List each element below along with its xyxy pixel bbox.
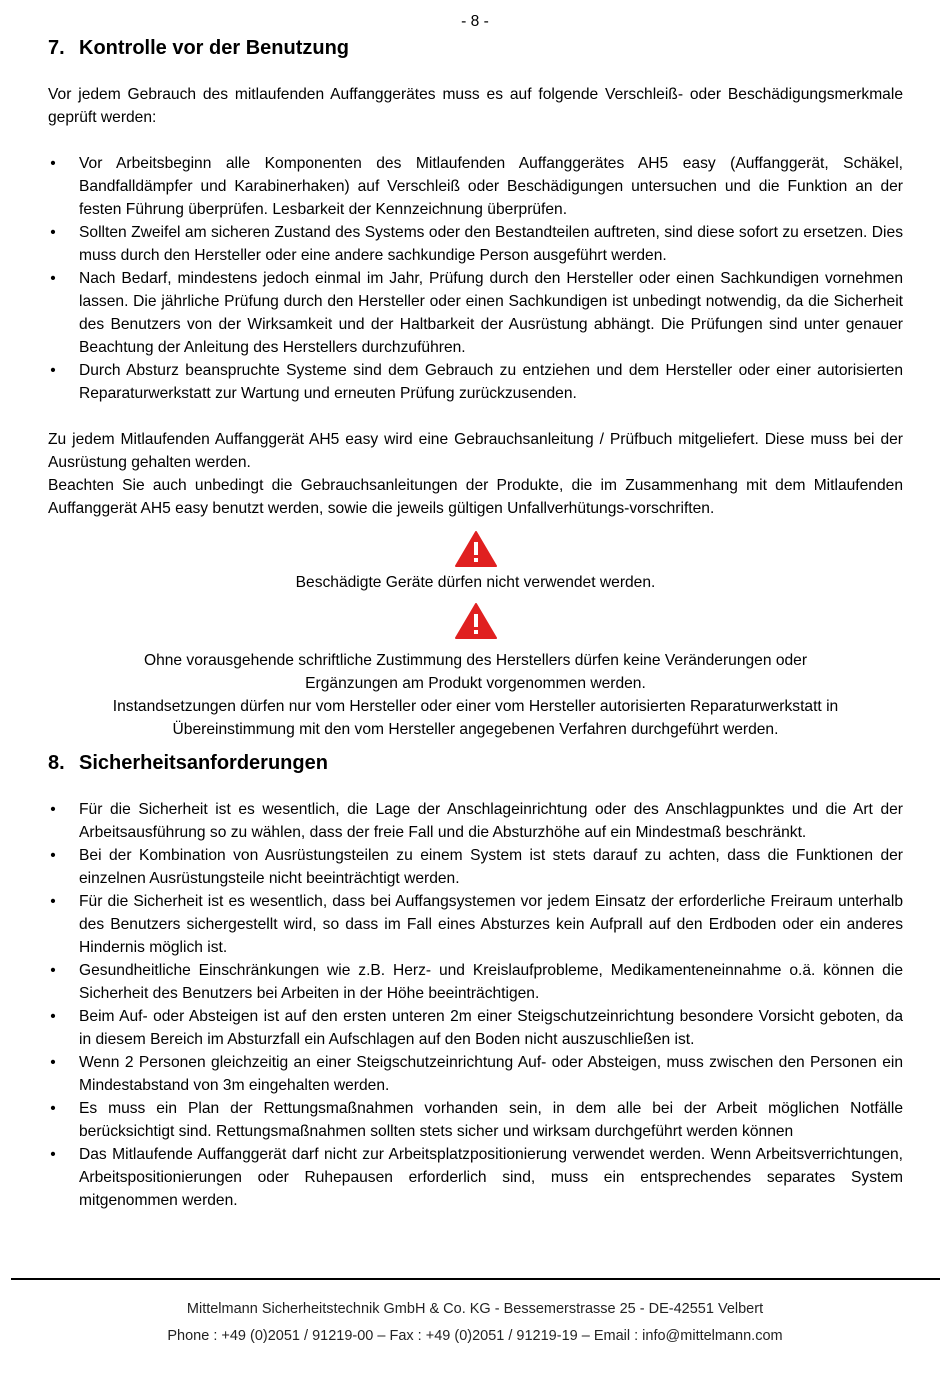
list-item-text: Für die Sicherheit ist es wesentlich, die Lage der Anschlageinrichtung oder des Anschlagpunktes und die Art der Arbeitsausführung so zu wählen, dass der freie Fall und die Absturzhöhe auf ein Mindestmaß beschränkt. — [79, 801, 903, 841]
list-item — [48, 267, 903, 359]
section-8-number: 8. — [48, 752, 65, 774]
list-item — [48, 1005, 903, 1051]
list-item — [48, 844, 903, 890]
footer-company: Mittelmann Sicherheitstechnik GmbH & Co. KG - Bessemerstrasse 25 - DE-42551 Velbert — [186, 1301, 764, 1317]
bullet-icon: • — [50, 893, 56, 910]
list-item-text: Sollten Zweifel am sicheren Zustand des Systems oder den Bestandteilen auftreten, sind diese sofort zu ersetzen. Dies muss durch den Hersteller oder eine andere sachkundige Person ausgeführt werden. — [79, 224, 903, 264]
section-7-heading — [48, 35, 903, 61]
bullet-icon: • — [50, 962, 56, 979]
bullet-icon: • — [50, 224, 56, 241]
list-item — [48, 359, 903, 405]
warning-triangle-icon — [48, 602, 903, 640]
section-8-heading — [48, 750, 903, 776]
section-7 — [48, 35, 903, 741]
bullet-icon: • — [50, 1008, 56, 1025]
manual-included-paragraph: Zu jedem Mitlaufenden Auffanggerät AH5 easy wird eine Gebrauchsanleitung / Prüfbuch mitgeliefert. Diese muss bei der Ausrüstung gehalten werden. — [48, 431, 903, 471]
bullet-icon: • — [50, 1100, 56, 1117]
bullet-icon: • — [50, 270, 56, 287]
list-item — [48, 221, 903, 267]
list-item-text: Nach Bedarf, mindestens jedoch einmal im Jahr, Prüfung durch den Hersteller oder einen Sachkundigen vornehmen lassen. Die jährliche Prüfung durch den Hersteller oder einen Sachkundigen ist unbedingt notwendig, da die Sicherheit des Benutzers von der Wirksamkeit und der Haltbarkeit der Ausrüstung abhängt. Die Prüfungen sind unter genauer Beachtung der Anleitung des Herstellers durchzuführen. — [79, 270, 903, 356]
page-number: - 8 - — [461, 13, 489, 30]
bullet-icon: • — [50, 362, 56, 379]
bullet-icon: • — [50, 155, 56, 172]
list-item — [48, 152, 903, 221]
list-item — [48, 798, 903, 844]
list-item-text: Gesundheitliche Einschränkungen wie z.B. Herz- und Kreislaufprobleme, Medikamenteneinnahme o.ä. können die Sicherheit des Benutzers bei Arbeiten in der Höhe beeinträchtigen. — [79, 962, 903, 1002]
bullet-icon: • — [50, 801, 56, 818]
list-item — [48, 890, 903, 959]
bullet-icon: • — [50, 1146, 56, 1163]
list-item-text: Vor Arbeitsbeginn alle Komponenten des Mitlaufenden Auffanggerätes AH5 easy (Auffanggerät, Schäkel, Bandfalldämpfer und Karabinerhaken) auf Verschleiß oder Beschädigungen untersuchen und die Funktion an der festen Führung überprüfen. Lesbarkeit der Kennzeichnung überprüfen. — [79, 155, 903, 218]
warning-triangle-icon — [48, 530, 903, 568]
section-7-intro: Vor jedem Gebrauch des mitlaufenden Auffanggerätes muss es auf folgende Verschleiß- oder Beschädigungsmerkmale geprüft werden: — [48, 86, 903, 126]
warning-line: Übereinstimmung mit den vom Hersteller angegebenen Verfahren durchgeführt werden. — [172, 721, 779, 738]
section-7-bullet-list — [48, 152, 903, 405]
warning-damaged-devices: Beschädigte Geräte dürfen nicht verwendet werden. — [295, 574, 656, 591]
section-8 — [48, 750, 903, 1212]
list-item-text: Durch Absturz beanspruchte Systeme sind dem Gebrauch zu entziehen und dem Hersteller oder einer autorisierten Reparaturwerkstatt zur Wartung und erneuten Prüfung zurückzusenden. — [79, 362, 903, 402]
observe-instructions-paragraph: Beachten Sie auch unbedingt die Gebrauchsanleitungen der Produkte, die im Zusammenhang mit dem Mitlaufenden Auffanggerät AH5 easy benutzt werden, sowie die jeweils gültigen Unfallverhütungs-vorschriften. — [48, 477, 903, 517]
list-item-text: Bei der Kombination von Ausrüstungsteilen zu einem System ist stets darauf zu achten, dass die Funktionen der einzelnen Ausrüstungsteile nicht beeinträchtigt werden. — [79, 847, 903, 887]
warning-line: Instandsetzungen dürfen nur vom Hersteller oder einer vom Hersteller autorisierten Reparaturwerkstatt in — [112, 698, 839, 715]
bullet-icon: • — [50, 1054, 56, 1071]
list-item — [48, 1097, 903, 1143]
section-8-bullet-list — [48, 798, 903, 1212]
footer-contact: Phone : +49 (0)2051 / 91219-00 – Fax : +49 (0)2051 / 91219-19 – Email : info@mittelmann.com — [167, 1328, 783, 1344]
list-item — [48, 1051, 903, 1097]
list-item-text: Wenn 2 Personen gleichzeitig an einer Steigschutzeinrichtung Auf- oder Absteigen, muss zwischen den Personen ein Mindestabstand von 3m eingehalten werden. — [79, 1054, 903, 1094]
section-7-title: Kontrolle vor der Benutzung — [79, 37, 349, 59]
list-item-text: Beim Auf- oder Absteigen ist auf den ersten unteren 2m einer Steigschutzeinrichtung besondere Vorsicht geboten, da in diesem Bereich im Absturzfall ein Aufschlagen auf den Boden nicht auszuschließen ist. — [79, 1008, 903, 1048]
warning-modifications — [48, 649, 903, 741]
list-item — [48, 959, 903, 1005]
section-8-title: Sicherheitsanforderungen — [79, 752, 328, 774]
section-7-number: 7. — [48, 37, 65, 59]
warning-line: Ergänzungen am Produkt vorgenommen werden. — [305, 675, 646, 692]
footer-divider — [11, 1278, 940, 1280]
warning-line: Ohne vorausgehende schriftliche Zustimmung des Herstellers dürfen keine Veränderungen oder — [143, 652, 808, 669]
list-item-text: Das Mitlaufende Auffanggerät darf nicht zur Arbeitsplatzpositionierung verwendet werden. Wenn Arbeitsverrichtungen, Arbeitspositionierungen oder Ruhepausen erforderlich sind, muss ein entsprechendes separates System mitgenommen werden. — [79, 1146, 903, 1209]
list-item-text: Es muss ein Plan der Rettungsmaßnahmen vorhanden sein, in dem alle bei der Arbeit möglichen Notfälle berücksichtigt sind. Rettungsmaßnahmen sollten stets sicher und wirksam durchgeführt werden können — [79, 1100, 903, 1140]
list-item — [48, 1143, 903, 1212]
bullet-icon: • — [50, 847, 56, 864]
list-item-text: Für die Sicherheit ist es wesentlich, dass bei Auffangsystemen vor jedem Einsatz der erforderliche Freiraum unterhalb des Benutzers sichergestellt wird, so dass im Fall eines Absturzes kein Aufprall auf den Erdboden oder ein anderes Hindernis möglich ist. — [79, 893, 903, 956]
